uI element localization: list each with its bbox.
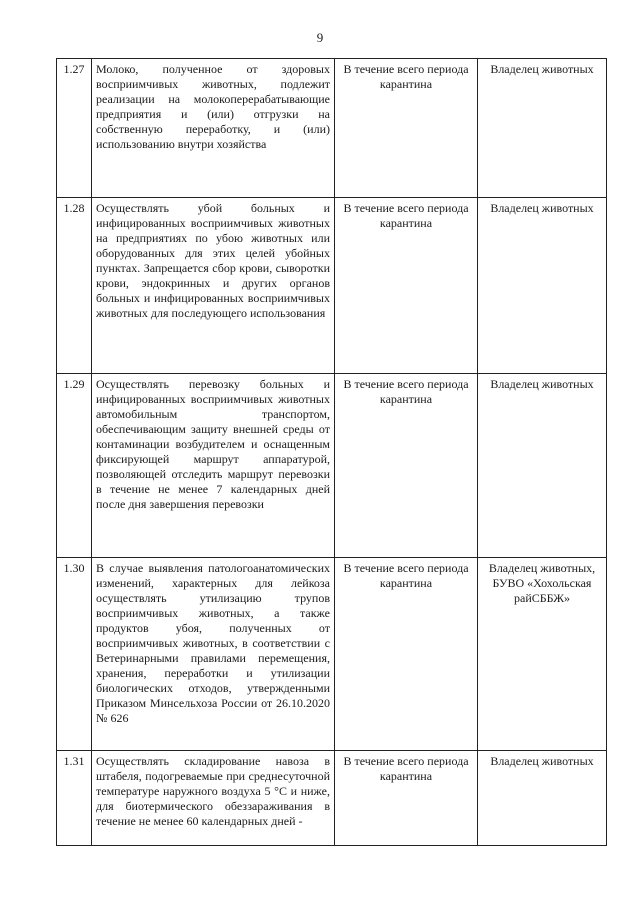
term-text: В течение всего периода карантина [335,558,478,751]
measure-text: В случае выявления патологоанатомических изменений, характерных для лейкоза осуществлять утилизацию трупов восприимчивых животных, а также продуктов убоя, полученных от восприимчивых животных, в соответствии с Ветеринарными правилами перемещения, хранения, переработки и утилизации биологических отходов, утвержденными Приказом Минсельхоза России от 26.10.2020 № 626 [92,558,335,751]
item-number: 1.27 [57,59,92,198]
measures-table [56,58,607,846]
responsible-text: Владелец животных [478,374,607,558]
item-number: 1.31 [57,751,92,846]
term-text: В течение всего периода карантина [335,198,478,374]
item-number: 1.29 [57,374,92,558]
item-number: 1.28 [57,198,92,374]
term-text: В течение всего периода карантина [335,751,478,846]
responsible-text: Владелец животных, БУВО «Хохольская райСББЖ» [478,558,607,751]
measure-text: Осуществлять перевозку больных и инфицированных восприимчивых животных автомобильным транспортом, обеспечивающим защиту внешней среды от контаминации возбудителем и оснащенным фиксирующей маршрут аппаратурой, позволяющей отследить маршрут перевозки в течение не менее 7 календарных дней после дня завершения перевозки [92,374,335,558]
table-row [57,751,607,846]
item-number: 1.30 [57,558,92,751]
responsible-text: Владелец животных [478,59,607,198]
table-row [57,558,607,751]
term-text: В течение всего периода карантина [335,374,478,558]
table-row [57,374,607,558]
page-number: 9 [316,30,324,45]
responsible-text: Владелец животных [478,198,607,374]
responsible-text: Владелец животных [478,751,607,846]
table-row [57,198,607,374]
measure-text: Осуществлять убой больных и инфицированных восприимчивых животных на предприятиях по убою животных или оборудованных для этих целей убойных пунктах. Запрещается сбор крови, сыворотки крови, эндокринных и других органов больных и инфицированных восприимчивых животных для последующего использования [92,198,335,374]
measure-text: Молоко, полученное от здоровых восприимчивых животных, подлежит реализации на молокоперерабатывающие предприятия и (или) отгрузки на собственную переработку, и (или) использованию внутри хозяйства [92,59,335,198]
measure-text: Осуществлять складирование навоза в штабеля, подогреваемые при среднесуточной температуре наружного воздуха 5 °С и ниже, для биотермического обеззараживания в течение не менее 60 календарных дней - [92,751,335,846]
table-row [57,59,607,198]
term-text: В течение всего периода карантина [335,59,478,198]
